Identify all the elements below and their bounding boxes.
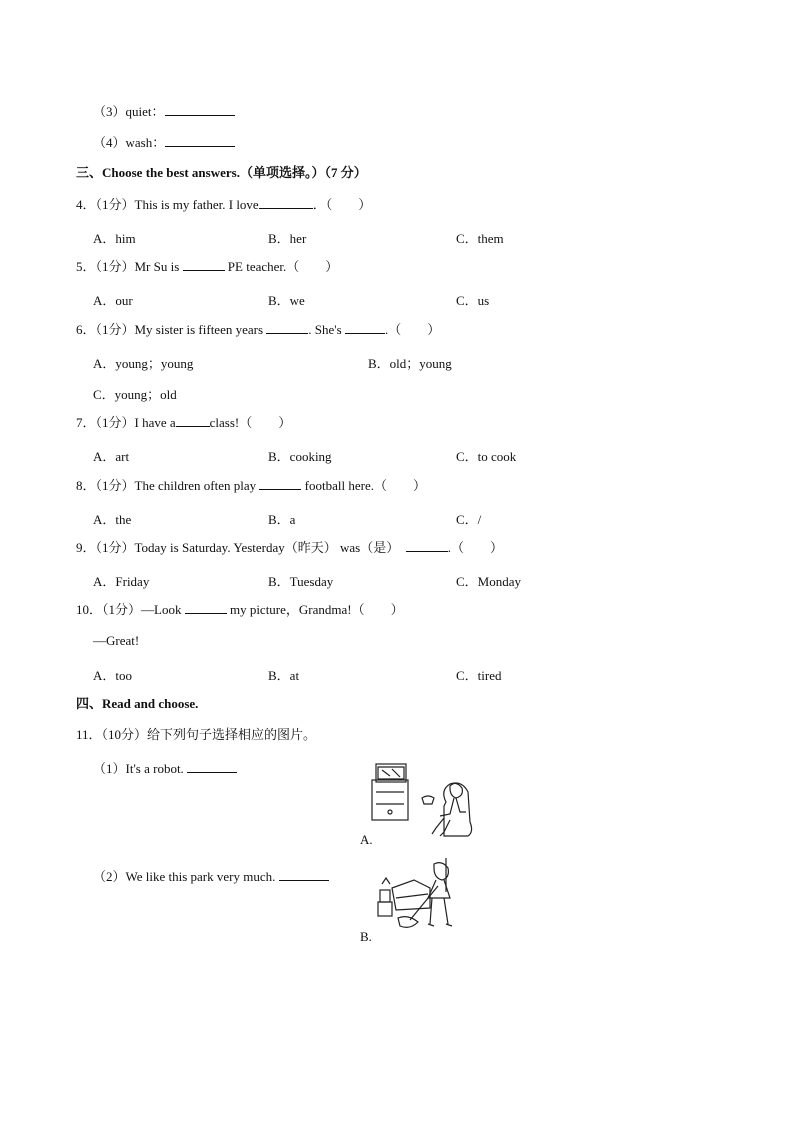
picture-a-child-with-robot	[370, 762, 480, 842]
q8-option-c[interactable]: C．/	[456, 512, 482, 527]
q6-option-a[interactable]: A．young；young	[93, 356, 194, 371]
answer-blank[interactable]	[406, 539, 448, 552]
q7-option-a[interactable]: A．art	[93, 449, 130, 464]
answer-blank[interactable]	[165, 103, 235, 116]
answer-blank[interactable]	[183, 258, 225, 271]
section-3-title: 三、Choose the best answers.（单项选择。）（7 分）	[76, 165, 367, 180]
q10-option-c[interactable]: C．tired	[456, 668, 502, 683]
answer-blank[interactable]	[165, 134, 235, 147]
q5-option-b[interactable]: B．we	[268, 293, 305, 308]
answer-blank[interactable]	[266, 321, 308, 334]
q4-option-a[interactable]: A．him	[93, 231, 136, 246]
answer-blank[interactable]	[279, 868, 329, 881]
q7-option-c[interactable]: C．to cook	[456, 449, 517, 464]
q10-reply: —Great!	[93, 633, 140, 648]
section-4-title: 四、Read and choose.	[76, 696, 199, 711]
picture-b-girl-sweeping	[374, 858, 464, 940]
question-5: 5．（1分）Mr Su is PE teacher.（ ）	[76, 259, 339, 274]
q9-option-a[interactable]: A．Friday	[93, 574, 150, 589]
q4-option-c[interactable]: C．them	[456, 231, 504, 246]
answer-blank[interactable]	[345, 321, 385, 334]
q11-item-1: （1）It's a robot.	[93, 760, 237, 777]
answer-blank[interactable]	[176, 414, 210, 427]
answer-blank[interactable]	[259, 477, 301, 490]
q5-option-a[interactable]: A．our	[93, 293, 133, 308]
answer-blank[interactable]	[185, 601, 227, 614]
answer-blank[interactable]	[187, 760, 237, 773]
q7-option-b[interactable]: B．cooking	[268, 449, 332, 464]
q4-option-b[interactable]: B．her	[268, 231, 307, 246]
q11-item-2: （2）We like this park very much.	[93, 868, 329, 885]
question-4: 4．（1分）This is my father. I love ．（ ）	[76, 197, 372, 212]
q8-option-a[interactable]: A．the	[93, 512, 132, 527]
question-8: 8．（1分）The children often play football here.（ ）	[76, 478, 426, 493]
q10-option-a[interactable]: A．too	[93, 668, 133, 683]
picture-b-label: B.	[360, 929, 372, 944]
q5-option-c[interactable]: C．us	[456, 293, 490, 308]
question-9: 9．（1分）Today is Saturday. Yesterday（昨天） was（是） .（ ）	[76, 540, 504, 555]
question-11: 11．（10分）给下列句子选择相应的图片。	[76, 727, 317, 742]
q9-option-c[interactable]: C．Monday	[456, 574, 522, 589]
q6-option-c[interactable]: C．young；old	[93, 387, 177, 402]
q9-option-b[interactable]: B．Tuesday	[268, 574, 334, 589]
question-7: 7．（1分）I have a class!（ ）	[76, 415, 292, 430]
picture-a-label: A.	[360, 832, 373, 847]
answer-blank[interactable]	[259, 196, 313, 209]
q10-option-b[interactable]: B．at	[268, 668, 300, 683]
question-6: 6．（1分）My sister is fifteen years . She's .（ ）	[76, 322, 441, 337]
q8-option-b[interactable]: B．a	[268, 512, 296, 527]
sub-item-wash: （4）wash：	[93, 134, 235, 151]
sub-item-quiet: （3）quiet：	[93, 103, 235, 120]
q6-option-b[interactable]: B．old；young	[368, 356, 452, 371]
question-10: 10．（1分）—Look my picture，Grandma!（ ）	[76, 602, 404, 617]
